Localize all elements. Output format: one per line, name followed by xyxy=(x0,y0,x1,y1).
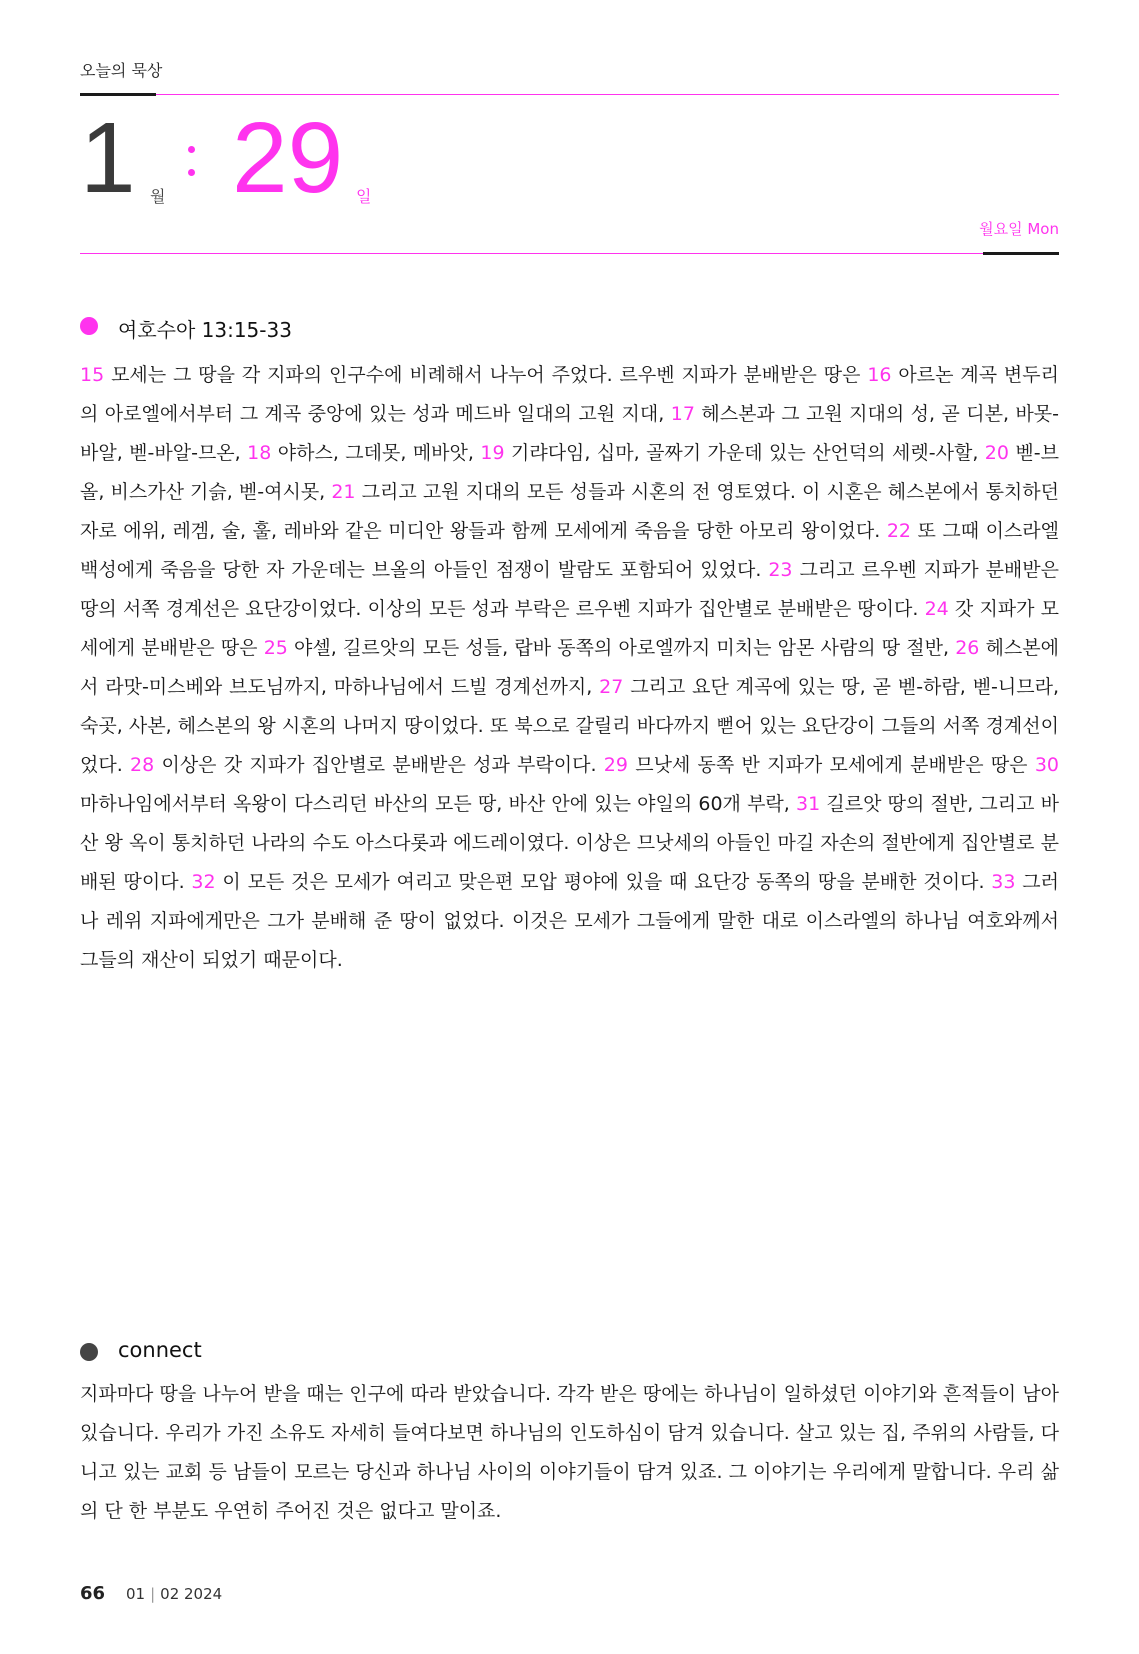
verse-text: 벧-브올, 비스가산 기슭, 벧-여시못, xyxy=(80,442,1059,503)
date-rule-accent xyxy=(983,252,1059,255)
verse-number: 32 xyxy=(191,871,216,893)
issue-info: 01 | 02 2024 xyxy=(126,1585,223,1603)
scripture-reference: 여호수아 13:15-33 xyxy=(118,318,292,342)
verse-number: 20 xyxy=(984,442,1009,464)
verse-text: 모세는 그 땅을 각 지파의 인구수에 비례해서 나누어 주었다. 르우벤 지파가 분배받은 땅은 xyxy=(104,364,868,386)
section-label: 오늘의 묵상 xyxy=(80,61,163,80)
date-display xyxy=(80,102,580,218)
verse-number: 27 xyxy=(599,676,624,698)
verse-text: 그리고 고원 지대의 모든 성들과 시혼의 전 영토였다. 이 시혼은 헤스본에서 통치하던 자로 에위, 레겜, 술, 훌, 레바와 같은 미디안 왕들과 함께 모세에게 죽음을 당한 아모리 왕이었다. xyxy=(80,481,1059,542)
verse-number: 29 xyxy=(603,754,628,776)
issue-year: 02 2024 xyxy=(160,1585,223,1603)
verse-number: 30 xyxy=(1034,754,1059,776)
header-rule-accent xyxy=(80,93,156,96)
verse-text: 그리고 르우벤 지파가 분배받은 땅의 서쪽 경계선은 요단강이었다. 이상의 모든 성과 부락은 르우벤 지파가 집안별로 분배받은 땅이다. xyxy=(80,559,1059,620)
verse-text: 갓 지파가 모세에게 분배받은 땅은 xyxy=(80,598,1060,659)
verse-text: 이상은 갓 지파가 집안별로 분배받은 성과 부락이다. xyxy=(154,754,604,776)
verse-number: 16 xyxy=(867,364,892,386)
verse-number: 24 xyxy=(924,598,949,620)
verse-number: 33 xyxy=(991,871,1016,893)
verse-text: 므낫세 동쪽 반 지파가 모세에게 분배받은 땅은 xyxy=(627,754,1035,776)
verse-number: 18 xyxy=(247,442,272,464)
header-rule xyxy=(156,94,1059,95)
connect-body: 지파마다 땅을 나누어 받을 때는 인구에 따라 받았습니다. 각각 받은 땅에는 하나님이 일하셨던 이야기와 흔적들이 남아 있습니다. 우리가 가진 소유도 자세히 들여다보면 하나님의 인도하심이 담겨 있습니다. 살고 있는 집, 주위의 사람들, 다니고 있는 교회 등 남들이 모르는 당신과 하나님 사이의 이야기들이 담겨 있죠. 그 이야기는 우리에게 말합니다. 우리 삶의 단 한 부분도 우연히 주어진 것은 없다고 말이죠. xyxy=(80,1383,1059,1522)
verse-number: 22 xyxy=(886,520,911,542)
verse-text: 야하스, 그데못, 메바앗, xyxy=(271,442,481,464)
issue-months: 01 xyxy=(126,1585,146,1603)
month-number: 1 xyxy=(80,102,136,214)
verse-text: 마하나임에서부터 옥왕이 다스리던 바산의 모든 땅, 바산 안에 있는 야일의 60개 부락, xyxy=(80,793,797,815)
page-number: 66 xyxy=(80,1583,106,1604)
verse-text: 아르논 계곡 변두리의 아로엘에서부터 그 계곡 중앙에 있는 성과 메드바 일대의 고원 지대, xyxy=(80,364,1059,425)
verse-number: 31 xyxy=(796,793,821,815)
date-rule xyxy=(80,253,983,254)
date-colon-dot-top xyxy=(188,146,195,153)
verse-text: 헤스본에서 라맛-미스베와 브도님까지, 마하나님에서 드빌 경계선까지, xyxy=(80,637,1059,698)
verse-number: 19 xyxy=(480,442,505,464)
weekday-label: 월요일 Mon xyxy=(979,220,1059,238)
verse-number: 28 xyxy=(130,754,155,776)
date-colon-dot-bottom xyxy=(188,169,195,176)
verse-number: 15 xyxy=(80,364,105,386)
scripture-body xyxy=(80,356,1059,980)
scripture-bullet-icon xyxy=(80,317,98,335)
connect-title: connect xyxy=(118,1338,202,1362)
verse-number: 21 xyxy=(331,481,356,503)
verse-text: 헤스본과 그 고원 지대의 성, 곧 디본, 바못-바알, 벧-바알-므온, xyxy=(80,403,1059,464)
verse-number: 26 xyxy=(955,637,980,659)
verse-number: 17 xyxy=(670,403,695,425)
verse-text: 또 그때 이스라엘 백성에게 죽음을 당한 자 가운데는 브올의 아들인 점쟁이 발람도 포함되어 있었다. xyxy=(80,520,1059,581)
verse-text: 야셀, 길르앗의 모든 성들, 랍바 동쪽의 아로엘까지 미치는 암몬 사람의 땅 절반, xyxy=(287,637,956,659)
day-unit: 일 xyxy=(356,187,372,206)
day-number: 29 xyxy=(232,102,344,214)
verse-number: 25 xyxy=(263,637,288,659)
connect-bullet-icon xyxy=(80,1343,98,1361)
verse-text: 그러나 레위 지파에게만은 그가 분배해 준 땅이 없었다. 이것은 모세가 그들에게 말한 대로 이스라엘의 하나님 여호와께서 그들의 재산이 되었기 때문이다. xyxy=(80,871,1059,971)
verse-number: 23 xyxy=(768,559,793,581)
verse-text: 길르앗 땅의 절반, 그리고 바산 왕 옥이 통치하던 나라의 수도 아스다롯과 에드레이였다. 이상은 므낫세의 아들인 마길 자손의 절반에게 집안별로 분배된 땅이다. xyxy=(80,793,1059,893)
verse-text: 기랴다임, 십마, 골짜기 가운데 있는 산언덕의 세렛-사할, xyxy=(504,442,985,464)
verse-text: 이 모든 것은 모세가 여리고 맞은편 모압 평야에 있을 때 요단강 동쪽의 땅을 분배한 것이다. xyxy=(215,871,992,893)
month-unit: 월 xyxy=(150,187,166,206)
verse-text: 그리고 요단 계곡에 있는 땅, 곧 벧-하람, 벧-니므라, 숙곳, 사본, 헤스본의 왕 시혼의 나머지 땅이었다. 또 북으로 갈릴리 바다까지 뻗어 있는 요단강이 그들의 서쪽 경계선이었다. xyxy=(80,676,1060,776)
